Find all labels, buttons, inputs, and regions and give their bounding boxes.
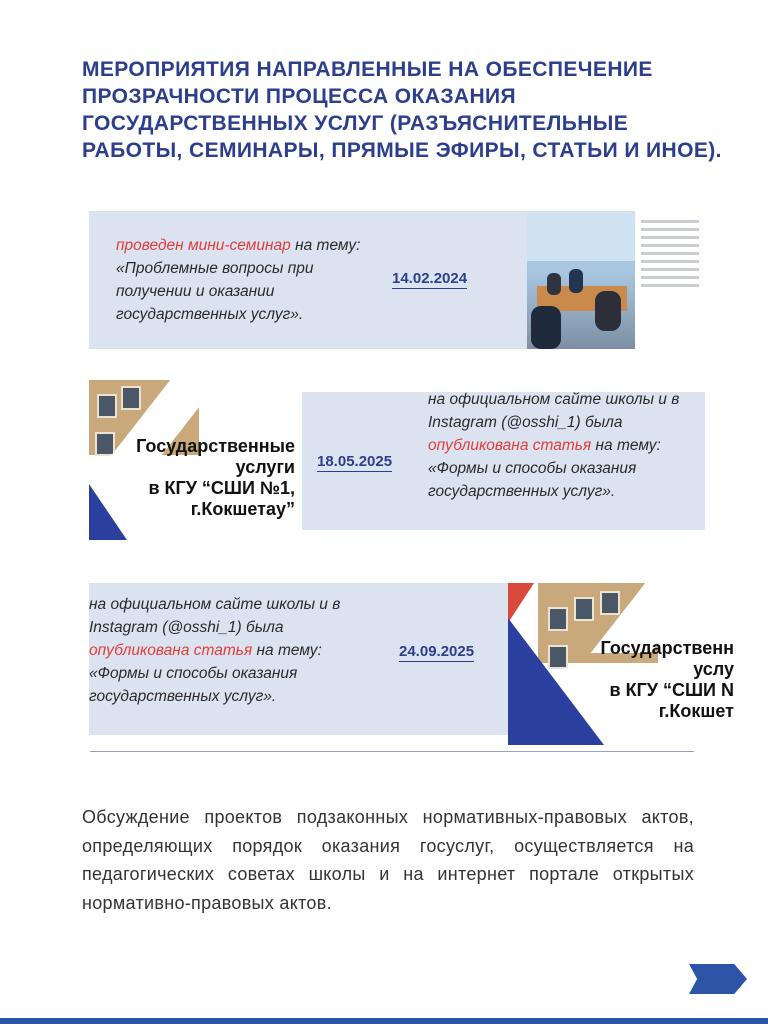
event-1-highlight: проведен мини-семинар: [116, 237, 291, 254]
event-2-highlight: опубликована статья: [428, 437, 592, 454]
seminar-photo: [527, 211, 635, 349]
event-3-text-after: на тему: «Формы и способы оказания государственных услуг».: [89, 642, 322, 705]
divider: [90, 751, 694, 752]
event-2-text-before: на официальном сайте школы и в Instagram (@osshi_1) была: [428, 391, 680, 431]
banner-2-line-3: в КГУ “СШИ №1,: [148, 478, 295, 498]
event-1-text: [116, 234, 361, 326]
event-2-text-after: на тему: «Формы и способы оказания государственных услуг».: [428, 437, 661, 500]
event-3-text-before: на официальном сайте школы и в Instagram (@osshi_1) была: [89, 596, 341, 636]
event-1-photo: [527, 211, 705, 349]
banner-3-line-1: Государственн: [600, 638, 734, 658]
event-2-banner: [89, 380, 303, 540]
banner-3-line-3: в КГУ “СШИ N: [609, 680, 734, 700]
event-2-text: [428, 388, 700, 503]
event-3-date: 24.09.2025: [399, 643, 475, 660]
chevron-right-icon[interactable]: [689, 964, 747, 994]
banner-3-line-4: г.Кокшет: [658, 701, 734, 721]
event-1-date: 14.02.2024: [392, 270, 468, 287]
banner-2-line-2: услуги: [235, 457, 295, 477]
banner-2-line-4: г.Кокшетау”: [190, 499, 295, 519]
banner-triangle: [89, 484, 127, 540]
event-1-text-after: на тему: «Проблемные вопросы при получении и оказании государственных услуг».: [116, 237, 361, 323]
event-3-highlight: опубликована статья: [89, 642, 253, 659]
instagram-post-text: [637, 215, 703, 345]
banner-3-line-2: услу: [693, 659, 734, 679]
event-2-date: 18.05.2025: [317, 453, 393, 470]
bottom-bar: [0, 1018, 768, 1024]
banner-red-corner: [508, 583, 534, 623]
event-3-banner: [508, 583, 734, 745]
page-title: МЕРОПРИЯТИЯ НАПРАВЛЕННЫЕ НА ОБЕСПЕЧЕНИЕ ПРОЗРАЧНОСТИ ПРОЦЕССА ОКАЗАНИЯ ГОСУДАРСТВЕННЫХ УСЛУГ (РАЗЪЯСНИТЕЛЬНЫЕ РАБОТЫ, СЕМИНАРЫ, ПРЯМЫЕ ЭФИРЫ, СТАТЬИ И ИНОЕ).: [82, 58, 722, 162]
event-3-text: [89, 593, 369, 708]
body-paragraph: Обсуждение проектов подзаконных нормативных-правовых актов, определяющих порядок оказания госуслуг, осуществляется на педагогических советах школы и на интернет портале открытых нормативно-правовых актов.: [82, 807, 694, 913]
banner-2-line-1: Государственные: [136, 436, 295, 456]
